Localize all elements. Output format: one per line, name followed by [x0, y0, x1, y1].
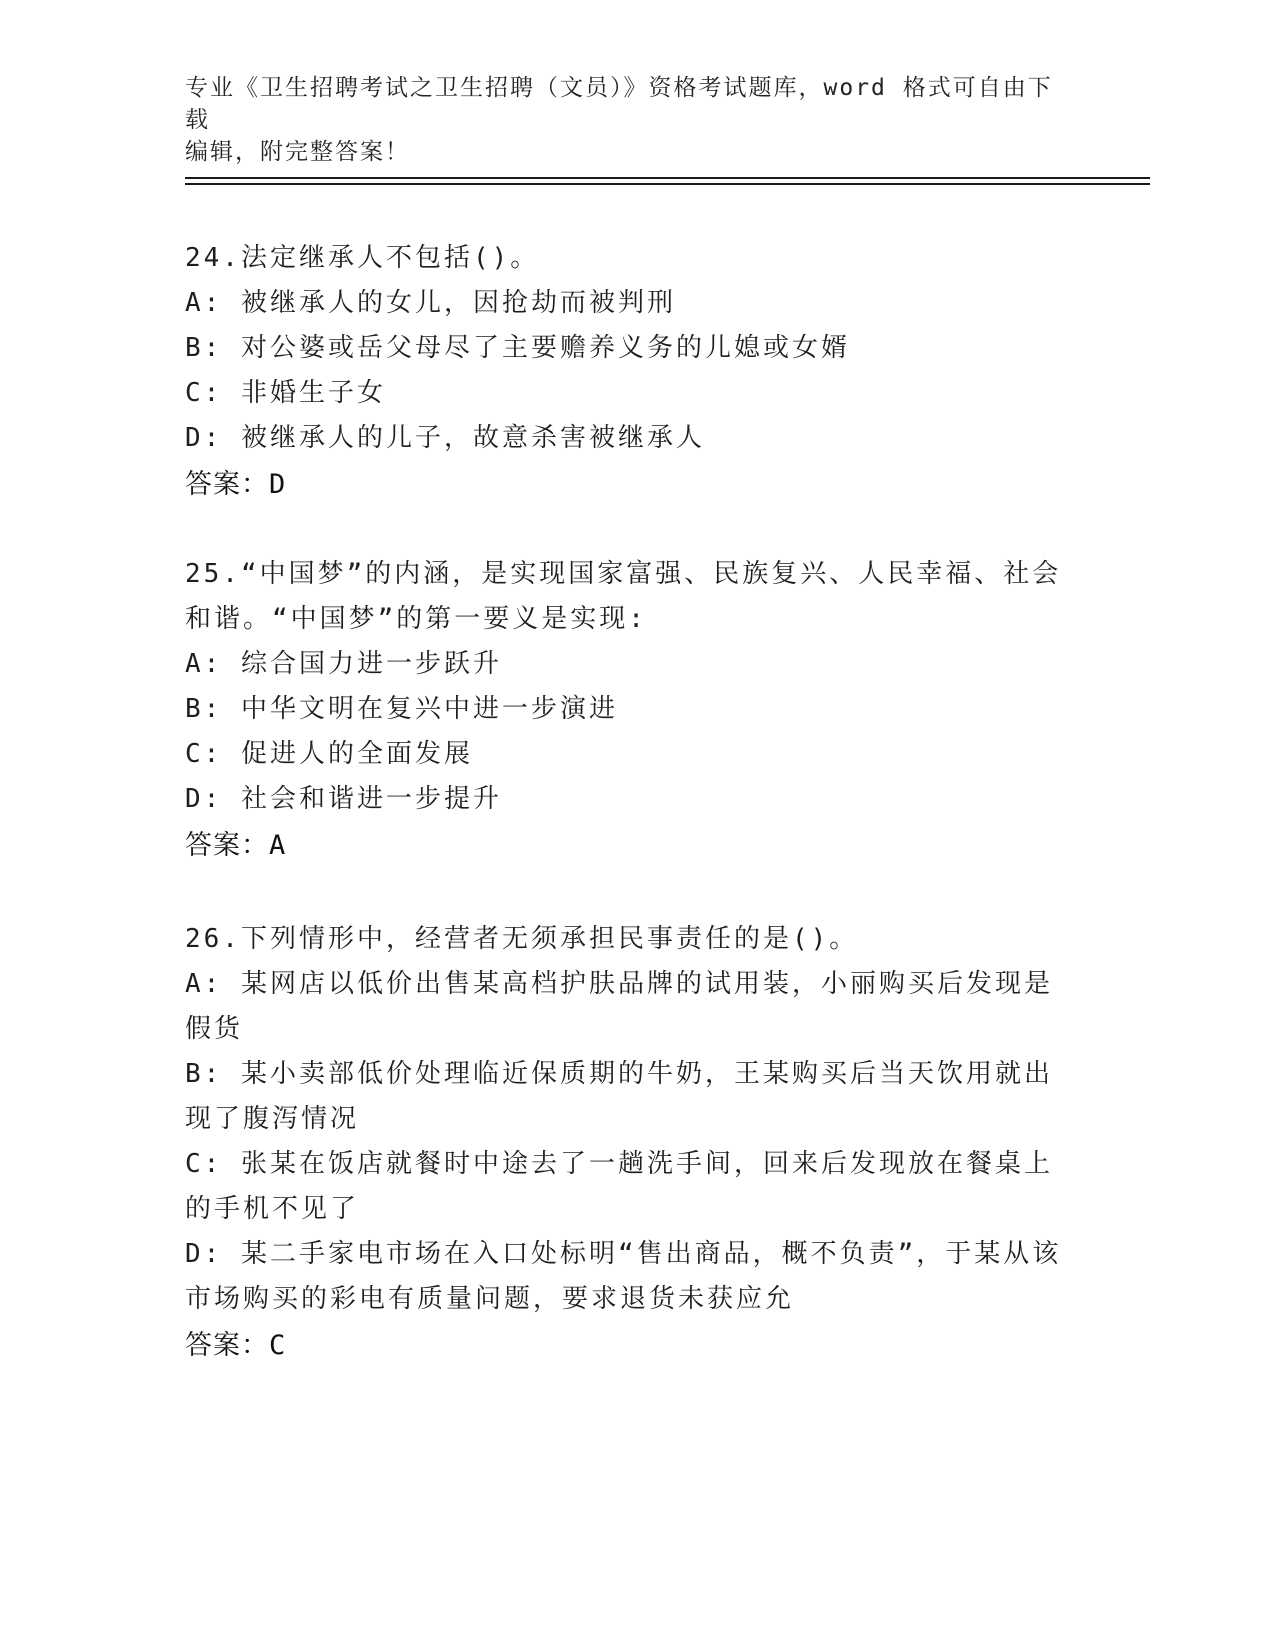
header-line-2: 编辑，附完整答案！ [185, 139, 410, 165]
answer-label: 答案： [185, 830, 269, 861]
answer-value: A [269, 830, 287, 861]
option-d: D: 被继承人的儿子，故意杀害被继承人 [185, 423, 705, 453]
option-d: D: 社会和谐进一步提升 [185, 784, 502, 814]
option-a: A: 被继承人的女儿，因抢劫而被判刑 [185, 288, 676, 318]
option-d: D: 某二手家电市场在入口处标明“售出商品，概不负责”，于某从该市场购买的彩电有质量问题，要求退货未获应允 [185, 1239, 1062, 1314]
question-24 [185, 236, 1065, 508]
answer-value: D [269, 469, 287, 500]
answer-value: C [269, 1330, 287, 1361]
question-stem: 24.法定继承人不包括()。 [185, 243, 540, 273]
document-header [185, 72, 1065, 168]
question-stem: 25.“中国梦”的内涵，是实现国家富强、民族复兴、人民幸福、社会和谐。“中国梦”的第一要义是实现: [185, 559, 1062, 634]
header-line-1: 专业《卫生招聘考试之卫生招聘（文员）》资格考试题库，word 格式可自由下载 [185, 75, 1053, 133]
answer-line [185, 822, 1065, 869]
option-c: C: 张某在饭店就餐时中途去了一趟洗手间，回来后发现放在餐桌上的手机不见了 [185, 1149, 1053, 1224]
question-26 [185, 917, 1065, 1369]
question-stem: 26.下列情形中，经营者无须承担民事责任的是()。 [185, 924, 859, 954]
answer-label: 答案： [185, 1330, 269, 1361]
answer-line [185, 1322, 1065, 1369]
answer-line [185, 461, 1065, 508]
answer-label: 答案： [185, 469, 269, 500]
header-divider-bottom [185, 183, 1150, 185]
option-a: A: 某网店以低价出售某高档护肤品牌的试用装，小丽购买后发现是假货 [185, 969, 1053, 1044]
header-divider-top [185, 177, 1150, 179]
option-b: B: 对公婆或岳父母尽了主要赡养义务的儿媳或女婿 [185, 333, 850, 363]
option-b: B: 中华文明在复兴中进一步演进 [185, 694, 618, 724]
question-25 [185, 552, 1065, 869]
option-c: C: 促进人的全面发展 [185, 739, 473, 769]
option-c: C: 非婚生子女 [185, 378, 386, 408]
option-a: A: 综合国力进一步跃升 [185, 649, 502, 679]
option-b: B: 某小卖部低价处理临近保质期的牛奶，王某购买后当天饮用就出现了腹泻情况 [185, 1059, 1053, 1134]
